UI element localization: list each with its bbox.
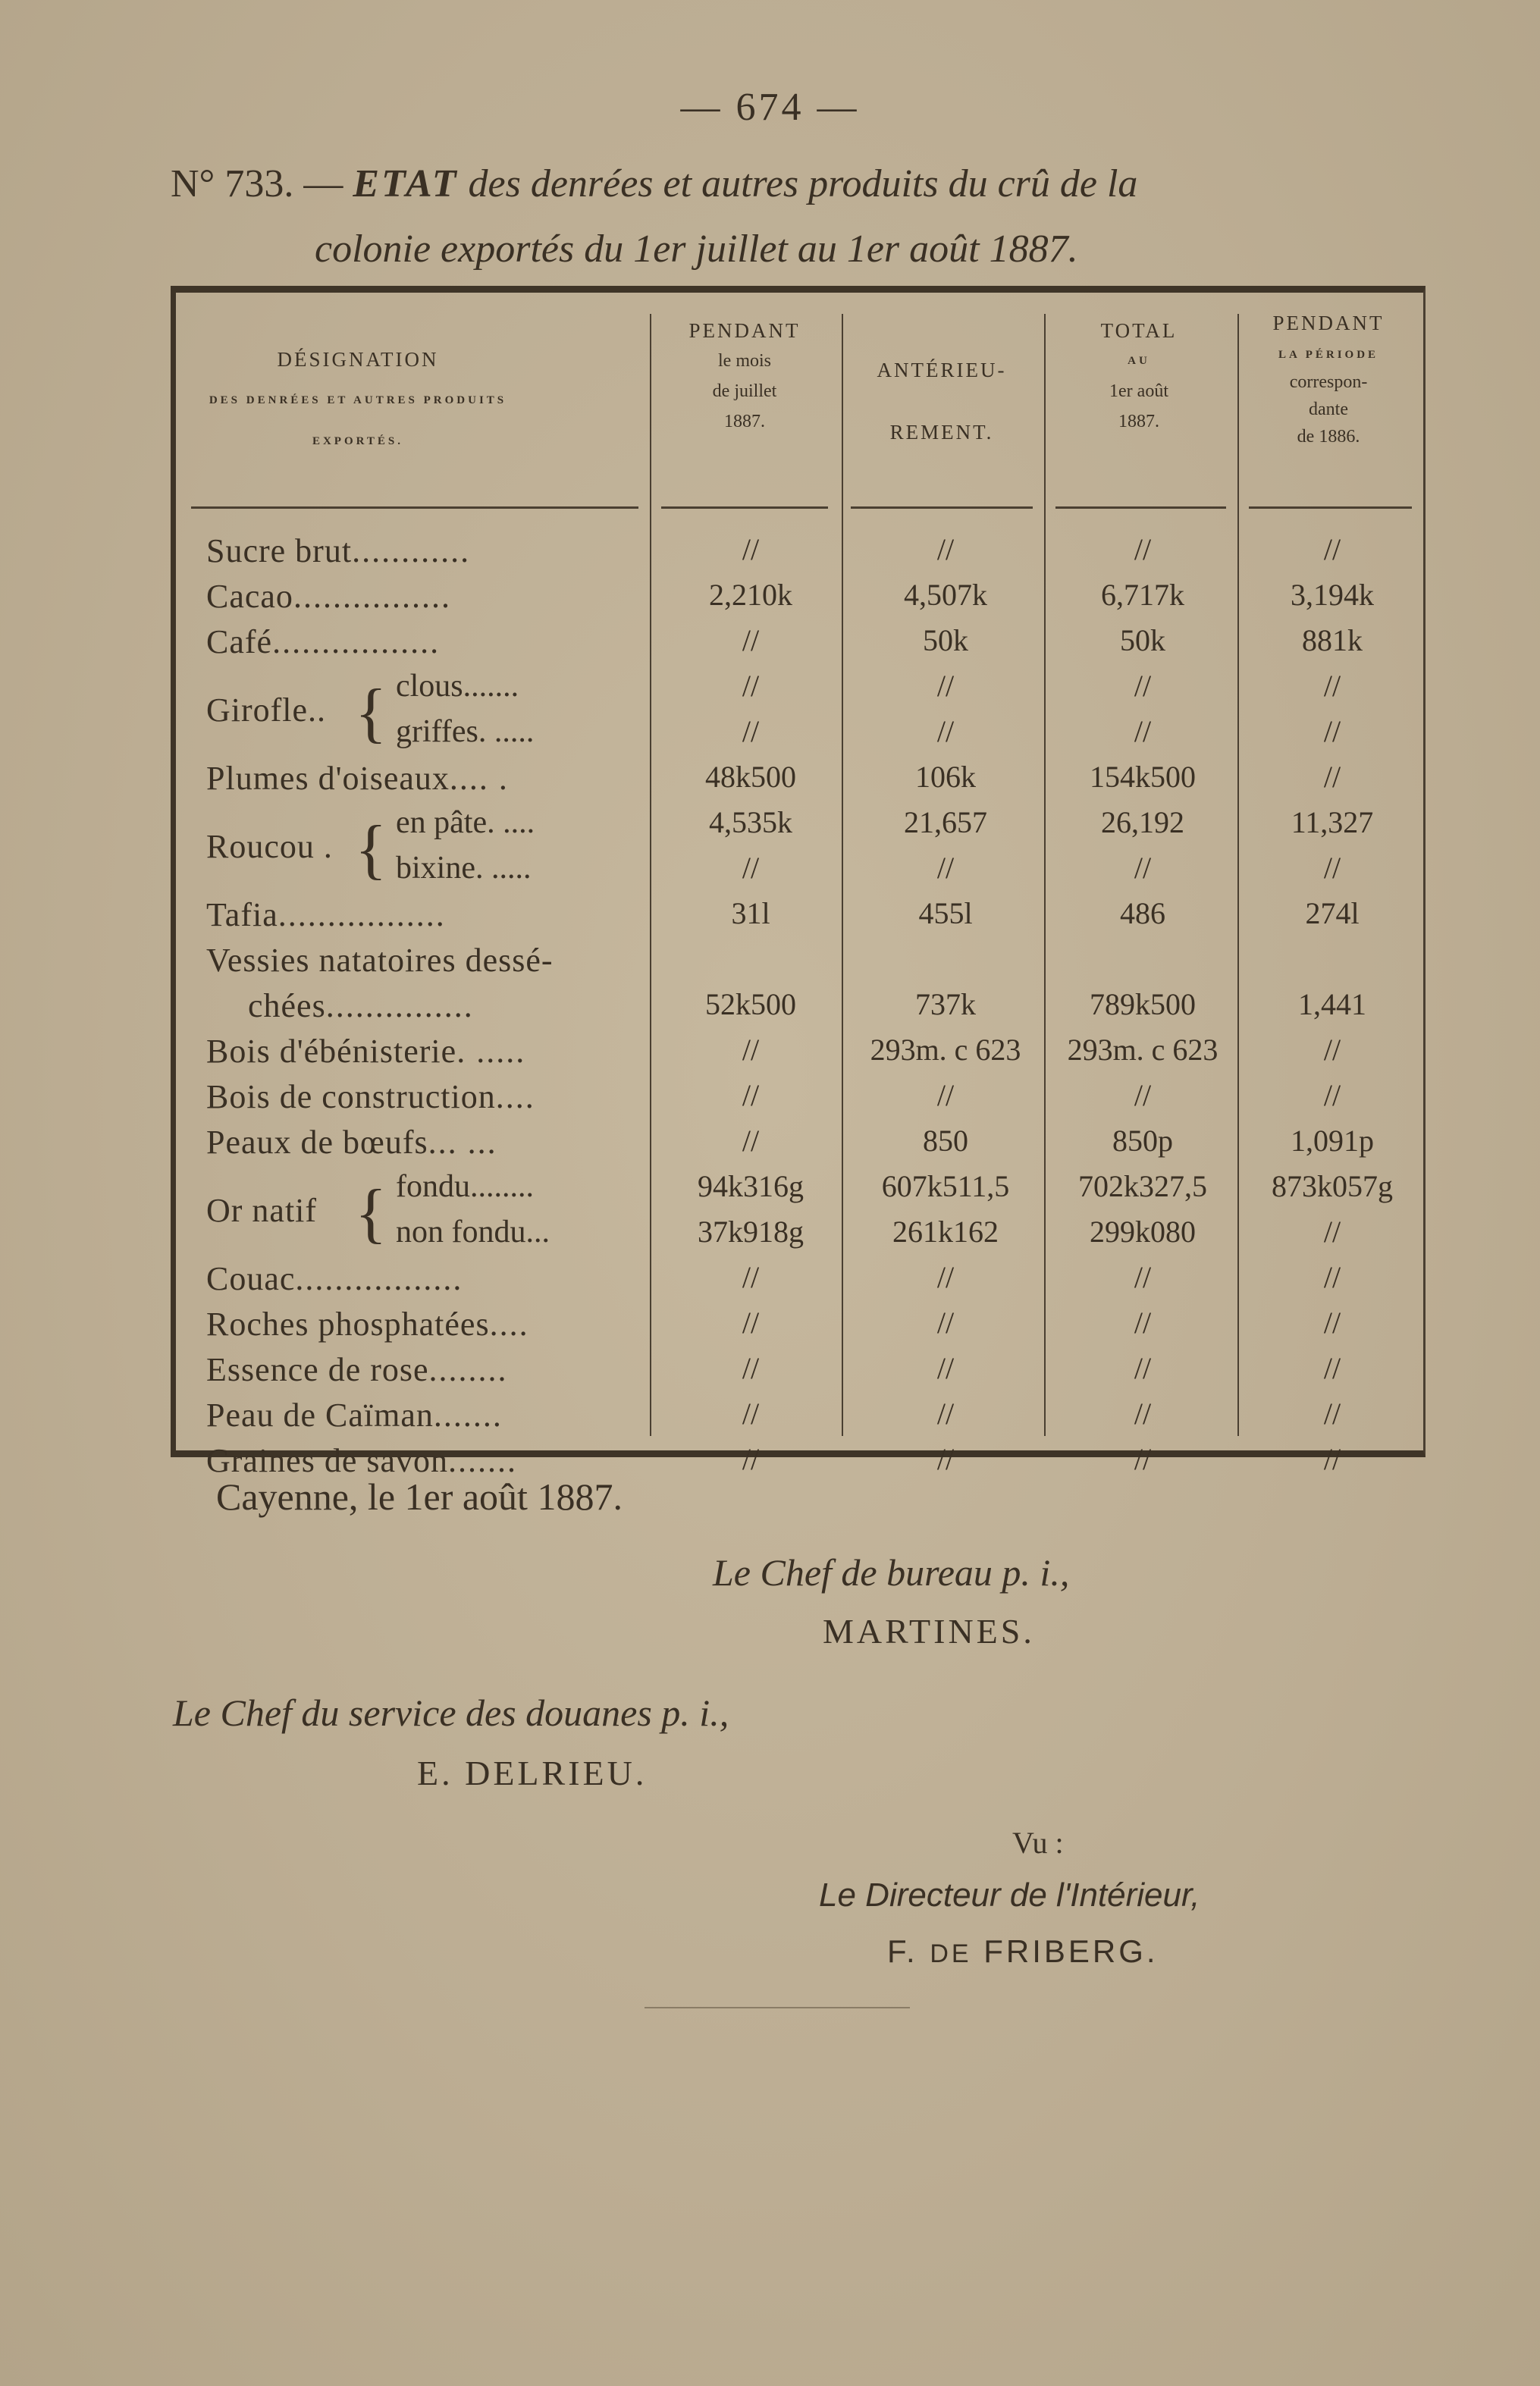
header-designation-line3: EXPORTÉS. (312, 435, 404, 447)
row-label-text: Essence de rose (206, 1351, 429, 1388)
header-designation (191, 344, 525, 456)
table-cell: // (742, 1397, 760, 1431)
header-separator (1055, 506, 1226, 509)
row-label-text: bixine (396, 851, 475, 886)
table-cell: // (742, 1351, 760, 1385)
row-label (206, 1032, 525, 1071)
header-col4-line2: LA PÉRIODE (1278, 349, 1379, 361)
table-cell: 274l (1305, 896, 1360, 930)
row-label (396, 1168, 534, 1205)
row-label-text: chées (248, 987, 326, 1024)
table-cell: // (1134, 532, 1152, 566)
header-col4 (1237, 309, 1419, 450)
row-label (396, 713, 534, 750)
table-cell: 293m. c 623 (870, 1033, 1021, 1067)
table-cell: // (742, 669, 760, 703)
table-cell: // (1134, 1260, 1152, 1294)
row-label-dots: ............ (352, 532, 471, 569)
table-row (176, 1305, 1419, 1350)
header-col1-line4: 1887. (724, 412, 765, 431)
table-cell: // (936, 714, 955, 748)
table-cell: // (742, 1260, 760, 1294)
row-label-text: Sucre brut (206, 532, 353, 569)
header-col2 (843, 355, 1040, 447)
row-group-label: Girofle.. (206, 691, 327, 729)
table-cell: // (742, 714, 760, 748)
header-col3-line3: 1er août (1109, 381, 1168, 401)
directeur-name (887, 1933, 1159, 1970)
row-label (206, 1350, 508, 1389)
table-cell: 873k057g (1272, 1169, 1393, 1203)
table-cell: // (1134, 1306, 1152, 1340)
table-cell: // (936, 1442, 955, 1476)
title-etat: ETAT (353, 162, 459, 205)
table-row (176, 1259, 1419, 1305)
row-label-dots: ................ (293, 578, 451, 615)
row-label-text: Plumes d'oiseaux (206, 760, 450, 797)
row-group-label: Roucou . (206, 828, 333, 865)
table-row (176, 1214, 1419, 1259)
row-label-dots: ........ (428, 1351, 508, 1388)
row-label (396, 668, 519, 704)
row-label-dots: ....... (433, 1397, 503, 1434)
table-row (176, 804, 1419, 850)
header-separator (1249, 506, 1412, 509)
row-label (396, 804, 535, 841)
table-cell: 881k (1302, 623, 1363, 657)
table-row (176, 850, 1419, 895)
row-label (206, 577, 451, 616)
row-label-dots: ... ... (428, 1124, 497, 1161)
row-label (206, 1396, 503, 1434)
table-cell: // (936, 1078, 955, 1112)
row-label-text: Tafia (206, 896, 278, 933)
table-cell: 850p (1112, 1124, 1173, 1158)
table-cell: // (742, 1124, 760, 1158)
place-date: Cayenne, le 1er août 1887. (216, 1475, 623, 1518)
row-label-dots: ....... (463, 669, 519, 704)
row-label-text: Couac (206, 1260, 296, 1297)
row-label-text: Peau de Caïman (206, 1397, 434, 1434)
table-cell: // (936, 669, 955, 703)
table-row (176, 713, 1419, 759)
table-cell: 52k500 (705, 987, 796, 1021)
table-cell: 2,210k (709, 578, 792, 612)
table-cell: 4,535k (709, 805, 792, 839)
row-label: Vessies natatoires dessé- (206, 942, 554, 979)
table-cell: 6,717k (1101, 578, 1184, 612)
table-cell: // (742, 1078, 760, 1112)
table-cell: // (1323, 1260, 1341, 1294)
table-cell: 50k (923, 623, 968, 657)
table-cell: 293m. c 623 (1067, 1033, 1219, 1067)
table-row (176, 1396, 1419, 1441)
table-cell: // (1134, 1442, 1152, 1476)
header-col4-line1: PENDANT (1272, 312, 1385, 334)
header-col3-line1: TOTAL (1100, 319, 1178, 342)
row-label (396, 850, 531, 886)
table-cell: // (1323, 1397, 1341, 1431)
header-col4-line4: dante (1309, 400, 1348, 419)
table-cell: // (742, 1306, 760, 1340)
table-cell: 154k500 (1090, 760, 1196, 794)
table-cell: // (1134, 714, 1152, 748)
title-line2: colonie exportés du 1er juillet au 1er août 1887. (315, 227, 1078, 271)
row-label-text: en pâte (396, 805, 488, 840)
header-col3 (1044, 315, 1234, 437)
header-col1-line1: PENDANT (688, 319, 801, 342)
table-cell: // (1134, 1397, 1152, 1431)
directeur-title: Le Directeur de l'Intérieur, (819, 1877, 1200, 1914)
row-label-dots: .... (489, 1306, 529, 1343)
table-cell: 702k327,5 (1078, 1169, 1207, 1203)
row-label-text: Roches phosphatées (206, 1306, 490, 1343)
table-cell: 850 (923, 1124, 968, 1158)
row-label-dots: . ..... (456, 1033, 526, 1070)
table-row (176, 895, 1419, 941)
row-label-text: Café (206, 623, 273, 660)
brace-glyph: { (355, 813, 387, 886)
table-cell: 789k500 (1090, 987, 1196, 1021)
header-col3-line4: 1887. (1118, 412, 1159, 431)
header-col2-line1: ANTÉRIEU- (877, 359, 1007, 381)
table-row (176, 1350, 1419, 1396)
table-row (176, 941, 1419, 986)
row-label-text: Bois de construction (206, 1078, 496, 1115)
header-col1-line3: de juillet (712, 381, 777, 401)
exports-table (171, 286, 1426, 1479)
row-label (206, 531, 470, 570)
table-cell: // (936, 532, 955, 566)
table-cell: 11,327 (1291, 805, 1374, 839)
directeur-name-prefix: F. (887, 1933, 918, 1969)
row-label (206, 1305, 529, 1343)
row-label (206, 622, 440, 661)
table-cell: 1,441 (1298, 987, 1366, 1021)
table-cell: // (742, 623, 760, 657)
page-number: — 674 — (680, 86, 860, 129)
row-label-continued (248, 986, 474, 1025)
header-col1-line2: le mois (718, 351, 771, 371)
header-separator (661, 506, 828, 509)
table-cell: 299k080 (1090, 1215, 1196, 1249)
table-cell: // (1323, 669, 1341, 703)
document-number: N° 733. — (171, 162, 343, 205)
row-label-dots: .... . (449, 760, 509, 797)
row-label-dots: .... (495, 1078, 535, 1115)
row-label-text: Cacao (206, 578, 293, 615)
table-cell: 455l (918, 896, 973, 930)
row-label-text: non fondu (396, 1215, 526, 1249)
header-col1 (654, 315, 836, 437)
closing-rule (645, 2007, 910, 2008)
table-cell: // (1323, 1351, 1341, 1385)
table-row (176, 1077, 1419, 1123)
table-cell: // (742, 532, 760, 566)
table-cell: // (1323, 851, 1341, 885)
row-label-text: Peaux de bœufs (206, 1124, 428, 1161)
row-group-label: Or natif (206, 1192, 318, 1229)
row-label (206, 1077, 535, 1116)
row-label (396, 1214, 550, 1250)
table-cell: // (1323, 760, 1341, 794)
table-cell: 607k511,5 (881, 1169, 1010, 1203)
table-row (176, 577, 1419, 622)
table-cell: // (1323, 532, 1341, 566)
table-cell: // (936, 851, 955, 885)
table-cell: // (1323, 1033, 1341, 1067)
table-cell: 48k500 (705, 760, 796, 794)
table-cell: 21,657 (904, 805, 987, 839)
table-cell: // (1134, 851, 1152, 885)
row-label-dots: ................. (278, 896, 446, 933)
header-col2-line2: REMENT. (889, 421, 994, 444)
document-title (171, 152, 1444, 282)
table-row (176, 668, 1419, 713)
row-label-dots: ................. (295, 1260, 463, 1297)
table-cell: 486 (1120, 896, 1165, 930)
table-row (176, 986, 1419, 1032)
brace-glyph: { (355, 1177, 387, 1250)
table-cell: 3,194k (1291, 578, 1374, 612)
table-cell: // (1323, 1215, 1341, 1249)
row-label-text: Bois d'ébénisterie (206, 1033, 457, 1070)
table-row (176, 1168, 1419, 1214)
row-label (206, 759, 509, 798)
table-cell: // (1323, 1078, 1341, 1112)
table-cell: // (742, 851, 760, 885)
row-label-dots: . .... (487, 805, 535, 840)
table-row (176, 1032, 1419, 1077)
table-cell: // (1323, 714, 1341, 748)
brace-glyph: { (355, 676, 387, 750)
row-label (206, 895, 446, 934)
table-cell: // (742, 1033, 760, 1067)
table-cell: 261k162 (892, 1215, 999, 1249)
row-label (206, 1259, 463, 1298)
table-cell: 1,091p (1291, 1124, 1374, 1158)
table-row (176, 1123, 1419, 1168)
table-cell: // (936, 1260, 955, 1294)
row-label-dots: . ..... (478, 714, 535, 749)
chef-bureau-title: Le Chef de bureau p. i., (713, 1551, 1070, 1594)
directeur-name-particle: DE (930, 1939, 972, 1968)
vu-label: Vu : (1012, 1826, 1064, 1860)
table-cell: // (1134, 1351, 1152, 1385)
table-cell: // (936, 1306, 955, 1340)
header-col4-line5: de 1886. (1297, 427, 1360, 447)
row-label-dots: ....... (448, 1442, 518, 1479)
row-label-text: griffes (396, 714, 478, 749)
row-label-dots: ... (525, 1215, 550, 1249)
header-separator (191, 506, 638, 509)
header-separator (851, 506, 1033, 509)
directeur-name-main: FRIBERG. (983, 1933, 1159, 1969)
header-designation-line1: DÉSIGNATION (277, 348, 439, 371)
table-cell: 50k (1120, 623, 1165, 657)
row-label-text: Graines de savon (206, 1442, 449, 1479)
table-cell: 737k (915, 987, 976, 1021)
table-cell: // (742, 1442, 760, 1476)
header-col3-line2: AU (1128, 355, 1150, 367)
table-cell: 26,192 (1101, 805, 1184, 839)
row-label-dots: ............... (325, 987, 474, 1024)
table-cell: // (1323, 1306, 1341, 1340)
chef-bureau-name: MARTINES. (823, 1612, 1035, 1651)
table-cell: 31l (731, 896, 770, 930)
table-cell: 94k316g (698, 1169, 804, 1203)
table-cell: 4,507k (904, 578, 987, 612)
table-row (176, 531, 1419, 577)
table-cell: 106k (915, 760, 976, 794)
table-cell: 37k918g (698, 1215, 804, 1249)
row-label-text: clous (396, 669, 463, 704)
row-label-dots: ................. (272, 623, 441, 660)
row-label-dots: ........ (470, 1169, 534, 1204)
table-cell: // (1134, 1078, 1152, 1112)
row-label-dots: . ..... (475, 851, 532, 886)
row-label (206, 1123, 497, 1162)
header-designation-line2: DES DENRÉES ET AUTRES PRODUITS (209, 394, 507, 406)
table-row (176, 759, 1419, 804)
row-label-text: fondu (396, 1169, 470, 1204)
title-line1-rest: des denrées et autres produits du crû de la (468, 162, 1138, 205)
table-cell: // (1134, 669, 1152, 703)
header-col4-line3: correspon- (1289, 372, 1368, 392)
chef-douanes-name: E. DELRIEU. (417, 1754, 648, 1792)
chef-douanes-title: Le Chef du service des douanes p. i., (173, 1692, 729, 1734)
table-cell: // (936, 1351, 955, 1385)
table-row (176, 622, 1419, 668)
table-cell: // (936, 1397, 955, 1431)
table-cell: // (1323, 1442, 1341, 1476)
